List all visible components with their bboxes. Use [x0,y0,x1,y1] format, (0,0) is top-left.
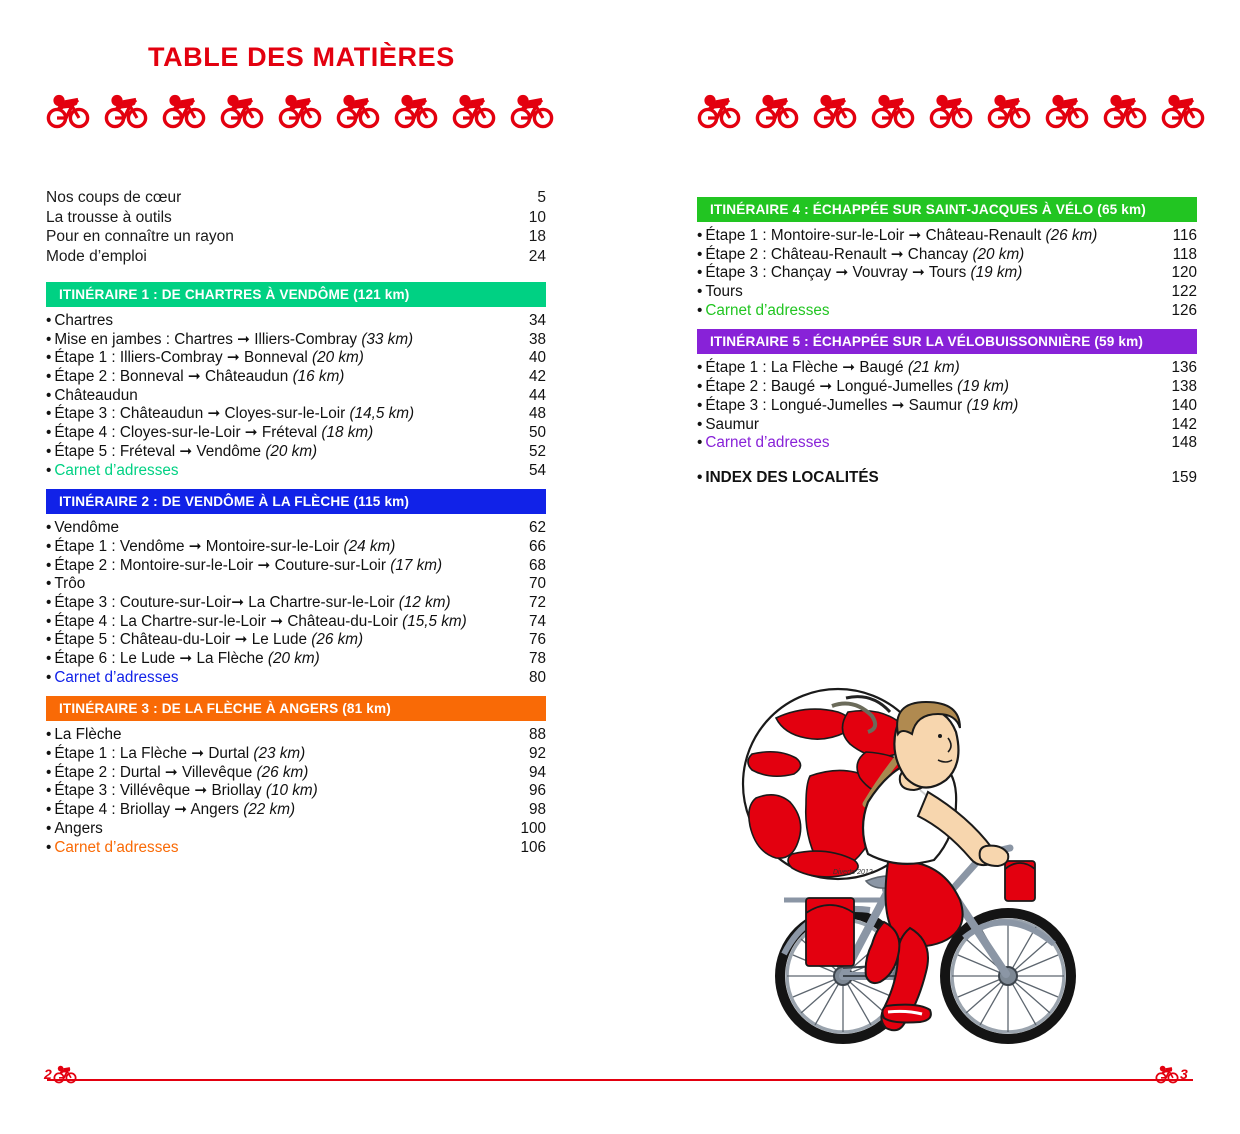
toc-entry[interactable] [46,331,546,350]
toc-section-itineraire-4 [697,197,1197,320]
toc-entry-page: 126 [1171,301,1197,319]
toc-entry[interactable] [46,349,546,368]
toc-entry-page: 118 [1172,245,1197,263]
toc-entry-page: 24 [528,247,546,265]
toc-entry-page: 18 [528,228,546,245]
toc-entry-distance: (19 km) [957,378,1009,396]
section-header-bar[interactable] [697,329,1197,354]
page-title: TABLE DES MATIÈRES [148,42,455,72]
footer-rule [47,1079,1193,1081]
section-header-label: ITINÉRAIRE 5 : ÉCHAPPÉE SUR LA VÉLOBUISSONNIÈRE (59 km) [710,334,1144,350]
bicycle-icon [510,92,554,130]
toc-entry[interactable] [46,575,546,594]
bullet-icon: • [697,378,703,396]
bicycle-icon [220,92,264,130]
toc-entry[interactable] [46,782,546,801]
section-header-label: ITINÉRAIRE 2 : DE VENDÔME À LA FLÈCHE (115 km) [59,494,410,510]
toc-entry-page: 142 [1171,415,1197,433]
toc-entry[interactable] [697,227,1197,246]
toc-entry[interactable] [697,397,1197,416]
bicycle-icon [813,92,857,130]
toc-entry[interactable] [46,188,546,208]
bullet-icon: • [46,575,52,593]
toc-entry-label: Étape 3 : Longué-Jumelles ➞ Saumur [705,396,963,414]
toc-entry-label: Étape 1 : Vendôme ➞ Montoire-sur-le-Loir [54,537,340,555]
toc-entry-page: 120 [1171,264,1197,282]
toc-entry-page: 78 [528,650,546,667]
bullet-icon: • [46,442,52,460]
toc-entry[interactable] [697,378,1197,397]
section-header-label: ITINÉRAIRE 4 : ÉCHAPPÉE SUR SAINT-JACQUES À VÉLO (65 km) [710,202,1146,217]
toc-entry-label: Mise en jambes : Chartres ➞ Illiers-Combray [54,330,358,348]
bullet-icon: • [46,368,52,386]
toc-entry-label: Étape 3 : Châteaudun ➞ Cloyes-sur-le-Loir [54,405,346,423]
toc-entry-label: Étape 2 : Château-Renault ➞ Chancay [705,245,969,263]
bullet-icon: • [46,631,52,649]
bullet-icon: • [46,593,52,611]
toc-entry-distance: (19 km) [966,396,1019,414]
bullet-icon: • [46,312,52,329]
bicycle-icon [929,92,973,130]
toc-entry-distance: (23 km) [253,745,306,763]
toc-entry-distance: (14,5 km) [349,405,415,423]
toc-entry-page: 50 [528,424,546,442]
toc-entry-label: Étape 4 : Cloyes-sur-le-Loir ➞ Fréteval [54,424,318,442]
toc-entry-page: 140 [1171,396,1197,414]
bike-icon-row-right [697,92,1205,130]
toc-entry-page: 122 [1171,283,1197,301]
toc-entry-label: Étape 3 : Chançay ➞ Vouvray ➞ Tours [705,264,967,282]
toc-entry-page: 70 [528,575,546,593]
toc-entry-page: 98 [528,801,546,819]
bullet-icon: • [46,556,52,574]
toc-entry-page: 94 [528,763,546,781]
toc-section-itineraire-1 [46,282,546,480]
toc-entry-distance: (33 km) [361,330,414,348]
toc-entry-distance: (26 km) [1045,227,1098,244]
bullet-icon: • [46,782,52,800]
front-matter-list [46,188,546,266]
toc-entry-label: Étape 1 : La Flèche ➞ Baugé [705,359,904,377]
toc-entry[interactable] [46,820,546,839]
toc-entry-label: Carnet d’adresses [705,434,830,452]
toc-entry[interactable] [697,416,1197,435]
toc-entry-label: Étape 3 : Villévêque ➞ Briollay [54,782,262,800]
toc-entry[interactable] [697,359,1197,378]
toc-section-itineraire-3 [46,696,546,857]
section-header-label: ITINÉRAIRE 1 : DE CHARTRES À VENDÔME (121 km) [59,287,410,302]
toc-entry[interactable] [46,557,546,576]
toc-entry-distance: (22 km) [243,801,296,819]
bicycle-icon [871,92,915,130]
toc-entry-page: 10 [528,208,546,226]
bullet-icon: • [46,519,52,537]
toc-entry-label: Étape 1 : Illiers-Combray ➞ Bonneval [54,349,308,367]
cyclist-with-globe-backpack-illustration [738,676,1108,1056]
section-header-bar[interactable] [46,696,546,721]
toc-entry-label: Étape 3 : Couture-sur-Loir➞ La Chartre-sur-le-Loir [54,593,395,611]
toc-entry-label: La Flèche [54,726,122,744]
toc-entry-distance: (15,5 km) [402,612,467,630]
toc-entry-label: Nos coups de cœur [46,189,182,206]
toc-entry-label: Trôo [54,575,86,593]
spacer [697,453,1197,469]
toc-entry-label: La trousse à outils [46,208,172,226]
toc-entry[interactable] [46,424,546,443]
bike-icon-row-left [46,92,554,130]
bullet-icon: • [46,726,52,744]
toc-entry-label: Tours [705,283,743,301]
toc-entry-carnet[interactable] [46,839,546,858]
toc-entry[interactable] [46,613,546,632]
toc-entry-label: Mode d’emploi [46,247,147,265]
bicycle-icon [162,92,206,130]
toc-entry-label: Angers [54,819,103,837]
toc-entry-page: 68 [528,556,546,574]
section-header-bar[interactable] [46,489,546,514]
toc-entry[interactable] [46,312,546,331]
footer-right [1155,1063,1188,1084]
bullet-icon: • [46,763,52,781]
toc-entry-page: 76 [528,631,546,649]
toc-entry-page: 42 [528,368,546,386]
toc-entry-distance: (18 km) [321,424,374,442]
bicycle-icon [452,92,496,130]
toc-entry-page: 100 [520,819,546,837]
toc-entry[interactable] [46,650,546,669]
illustration-signature: Diverto 2012 [833,869,873,876]
toc-entry[interactable] [46,538,546,557]
toc-entry[interactable] [46,443,546,462]
toc-entry-distance: (20 km) [267,650,320,667]
toc-entry-page: 136 [1171,359,1197,377]
toc-entry-label: Pour en connaître un rayon [46,228,234,245]
toc-entry-page: 80 [528,668,546,686]
toc-entry[interactable] [46,368,546,387]
bullet-icon: • [697,396,703,414]
bicycle-icon [1155,1063,1179,1084]
bullet-icon: • [697,245,703,263]
bullet-icon: • [697,468,703,486]
toc-entry[interactable] [46,764,546,783]
toc-entry-label: Étape 1 : La Flèche ➞ Durtal [54,745,250,763]
bullet-icon: • [697,283,703,301]
bullet-icon: • [46,424,52,442]
toc-entry-label: Étape 4 : La Chartre-sur-le-Loir ➞ Château-du-Loir [54,612,398,630]
bicycle-icon [755,92,799,130]
footer-page-number-right: 3 [1180,1065,1188,1082]
bicycle-icon [987,92,1031,130]
bullet-icon: • [46,650,52,667]
toc-entry-carnet[interactable] [46,462,546,481]
toc-entry-page: 62 [528,519,546,537]
bullet-icon: • [46,405,52,423]
bullet-icon: • [46,537,52,555]
toc-entry-label: Carnet d’adresses [54,461,179,479]
toc-entry-page: 38 [528,330,546,348]
toc-entry-distance: (20 km) [265,442,318,460]
toc-entry[interactable] [46,631,546,650]
toc-entry-page: 138 [1171,378,1197,396]
bicycle-icon [1045,92,1089,130]
toc-entry-label: Étape 2 : Montoire-sur-le-Loir ➞ Couture-sur-Loir [54,556,386,574]
toc-entry[interactable] [46,405,546,424]
toc-entry[interactable] [697,246,1197,265]
toc-entry[interactable] [46,208,546,228]
toc-entry-label: Châteaudun [54,386,138,404]
bullet-icon: • [46,386,52,404]
toc-entry[interactable] [46,726,546,745]
bicycle-icon [697,92,741,130]
toc-entry-page: 72 [528,593,546,611]
bicycle-icon [46,92,90,130]
toc-entry-label: Carnet d’adresses [705,301,830,319]
toc-entry[interactable] [46,594,546,613]
toc-entry-page: 159 [1171,468,1197,486]
toc-entry-label: Étape 2 : Baugé ➞ Longué-Jumelles [705,378,953,396]
toc-entry-label: Étape 1 : Montoire-sur-le-Loir ➞ Château-Renault [705,227,1042,244]
toc-entry-label: Saumur [705,415,759,433]
toc-entry-label: Étape 4 : Briollay ➞ Angers [54,801,239,819]
bullet-icon: • [697,301,703,319]
toc-entry-page: 52 [528,442,546,460]
toc-entry-distance: (24 km) [343,537,396,555]
bullet-icon: • [46,838,52,856]
toc-entry-distance: (17 km) [390,556,443,574]
toc-entry-distance: (12 km) [398,593,451,611]
toc-entry-carnet[interactable] [697,302,1197,321]
bullet-icon: • [46,819,52,837]
footer-page-number-left: 2 [44,1065,52,1082]
toc-entry-label: Étape 5 : Château-du-Loir ➞ Le Lude [54,631,307,649]
toc-entry-page: 5 [537,189,546,206]
section-header-bar[interactable] [46,282,546,307]
bullet-icon: • [697,227,703,244]
bullet-icon: • [46,461,52,479]
toc-column-left [46,188,546,857]
toc-section-itineraire-5 [697,329,1197,452]
toc-entry[interactable] [697,264,1197,283]
toc-entry-distance: (16 km) [292,368,345,386]
toc-column-right [697,188,1197,488]
bullet-icon: • [697,415,703,433]
toc-entry-label: Étape 6 : Le Lude ➞ La Flèche [54,650,264,667]
toc-entry-page: 44 [528,386,546,404]
section-header-label: ITINÉRAIRE 3 : DE LA FLÈCHE À ANGERS (81 km) [59,701,391,717]
toc-entry-carnet[interactable] [46,669,546,688]
toc-entry-page: 40 [528,349,546,367]
toc-entry-distance: (19 km) [970,264,1023,282]
toc-entry-distance: (26 km) [311,631,364,649]
toc-entry-distance: (20 km) [972,245,1025,263]
toc-entry-page: 92 [528,745,546,763]
toc-entry-distance: (26 km) [256,763,309,781]
toc-entry-label: Carnet d’adresses [54,838,179,856]
bullet-icon: • [46,745,52,763]
toc-entry[interactable] [46,387,546,406]
toc-entry[interactable] [46,745,546,764]
toc-entry-page: 96 [528,782,546,800]
bullet-icon: • [697,359,703,377]
toc-entry-page: 34 [528,312,546,329]
toc-entry-page: 88 [528,726,546,744]
toc-entry-label: Chartres [54,312,114,329]
toc-entry[interactable] [46,247,546,267]
toc-entry-page: 106 [520,838,546,856]
toc-entry-page: 66 [528,537,546,555]
toc-entry-index[interactable] [697,469,1197,488]
toc-entry-label: INDEX DES LOCALITÉS [705,468,879,486]
bullet-icon: • [697,264,703,282]
toc-entry-label: Étape 5 : Fréteval ➞ Vendôme [54,442,262,460]
toc-section-itineraire-2 [46,489,546,687]
toc-entry-distance: (20 km) [312,349,364,367]
bicycle-icon [278,92,322,130]
bicycle-icon [336,92,380,130]
bullet-icon: • [46,330,52,348]
toc-entry-page: 54 [528,461,546,479]
toc-entry-label: Étape 2 : Bonneval ➞ Châteaudun [54,368,289,386]
bullet-icon: • [46,612,52,630]
toc-entry-page: 148 [1171,434,1197,452]
bicycle-icon [1103,92,1147,130]
toc-entry-page: 116 [1172,227,1197,244]
toc-entry[interactable] [46,801,546,820]
bicycle-icon [104,92,148,130]
bullet-icon: • [697,434,703,452]
bicycle-icon [53,1063,77,1084]
toc-entry-distance: (10 km) [265,782,318,800]
bicycle-icon [1161,92,1205,130]
toc-entry-label: Étape 2 : Durtal ➞ Villevêque [54,763,253,781]
bullet-icon: • [46,668,52,686]
toc-entry[interactable] [46,519,546,538]
section-header-bar[interactable] [697,197,1197,222]
toc-entry[interactable] [46,227,546,247]
footer-left [44,1063,77,1084]
toc-entry-page: 48 [528,405,546,423]
bullet-icon: • [46,349,52,367]
bullet-icon: • [46,801,52,819]
toc-entry-distance: (21 km) [907,359,960,377]
toc-entry[interactable] [697,283,1197,302]
bicycle-icon [394,92,438,130]
toc-entry-label: Carnet d’adresses [54,668,179,686]
toc-entry-page: 74 [528,612,546,630]
toc-entry-carnet[interactable] [697,434,1197,453]
toc-entry-label: Vendôme [54,519,119,537]
